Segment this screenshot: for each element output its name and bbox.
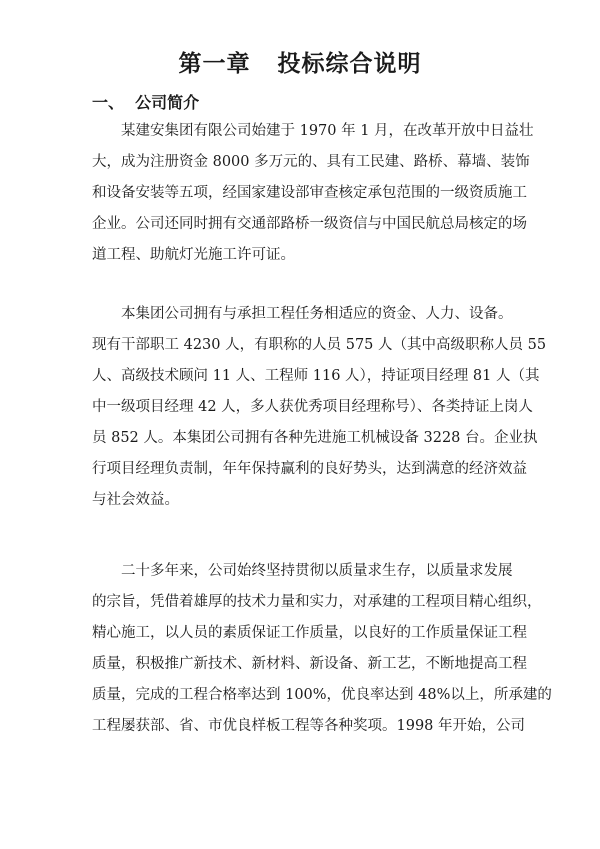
paragraph-line: 员 852 人。本集团公司拥有各种先进施工机械设备 3228 台。企业执 — [92, 430, 538, 446]
paragraph-line: 质量，完成的工程合格率达到 100%，优良率达到 48%以上，所承建的 — [92, 687, 552, 703]
paragraph-line: 人、高级技术顾问 11 人、工程师 116 人），持证项目经理 81 人（其 — [92, 368, 540, 384]
paragraph-company-quality — [92, 556, 552, 742]
paragraph-company-history — [92, 116, 534, 271]
chapter-title: 第一章 投标综合说明 — [178, 50, 422, 77]
paragraph-line: 和设备安装等五项，经国家建设部审查核定承包范围的一级资质施工 — [92, 185, 527, 201]
paragraph-company-resources — [92, 299, 547, 516]
paragraph-line: 现有干部职工 4230 人，有职称的人员 575 人（其中高级职称人员 55 — [92, 337, 547, 353]
paragraph-line: 精心施工，以人员的素质保证工作质量，以良好的工作质量保证工程 — [92, 625, 527, 641]
paragraph-line: 本集团公司拥有与承担工程任务相适应的资金、人力、设备。 — [121, 306, 513, 322]
paragraph-line: 工程屡获部、省、市优良样板工程等各种奖项。1998 年开始，公司 — [92, 718, 526, 734]
paragraph-line: 道工程、助航灯光施工许可证。 — [92, 247, 295, 263]
paragraph-line: 大，成为注册资金 8000 多万元的、具有工民建、路桥、幕墙、装饰 — [92, 154, 530, 170]
paragraph-line: 企业。公司还同时拥有交通部路桥一级资信与中国民航总局核定的场 — [92, 216, 527, 232]
paragraph-line: 某建安集团有限公司始建于 1970 年 1 月，在改革开放中日益壮 — [121, 123, 534, 139]
paragraph-line: 二十多年来，公司始终坚持贯彻以质量求生存，以质量求发展 — [121, 563, 513, 579]
paragraph-line: 中一级项目经理 42 人，多人获优秀项目经理称号）、各类持证上岗人 — [92, 399, 533, 415]
paragraph-line: 行项目经理负责制，年年保持赢利的良好势头，达到满意的经济效益 — [92, 461, 527, 477]
paragraph-line: 与社会效益。 — [92, 492, 179, 508]
section-heading: 一、 公司简介 — [92, 93, 200, 112]
paragraph-line: 质量，积极推广新技术、新材料、新设备、新工艺，不断地提高工程 — [92, 656, 527, 672]
paragraph-line: 的宗旨，凭借着雄厚的技术力量和实力，对承建的工程项目精心组织， — [92, 594, 542, 610]
